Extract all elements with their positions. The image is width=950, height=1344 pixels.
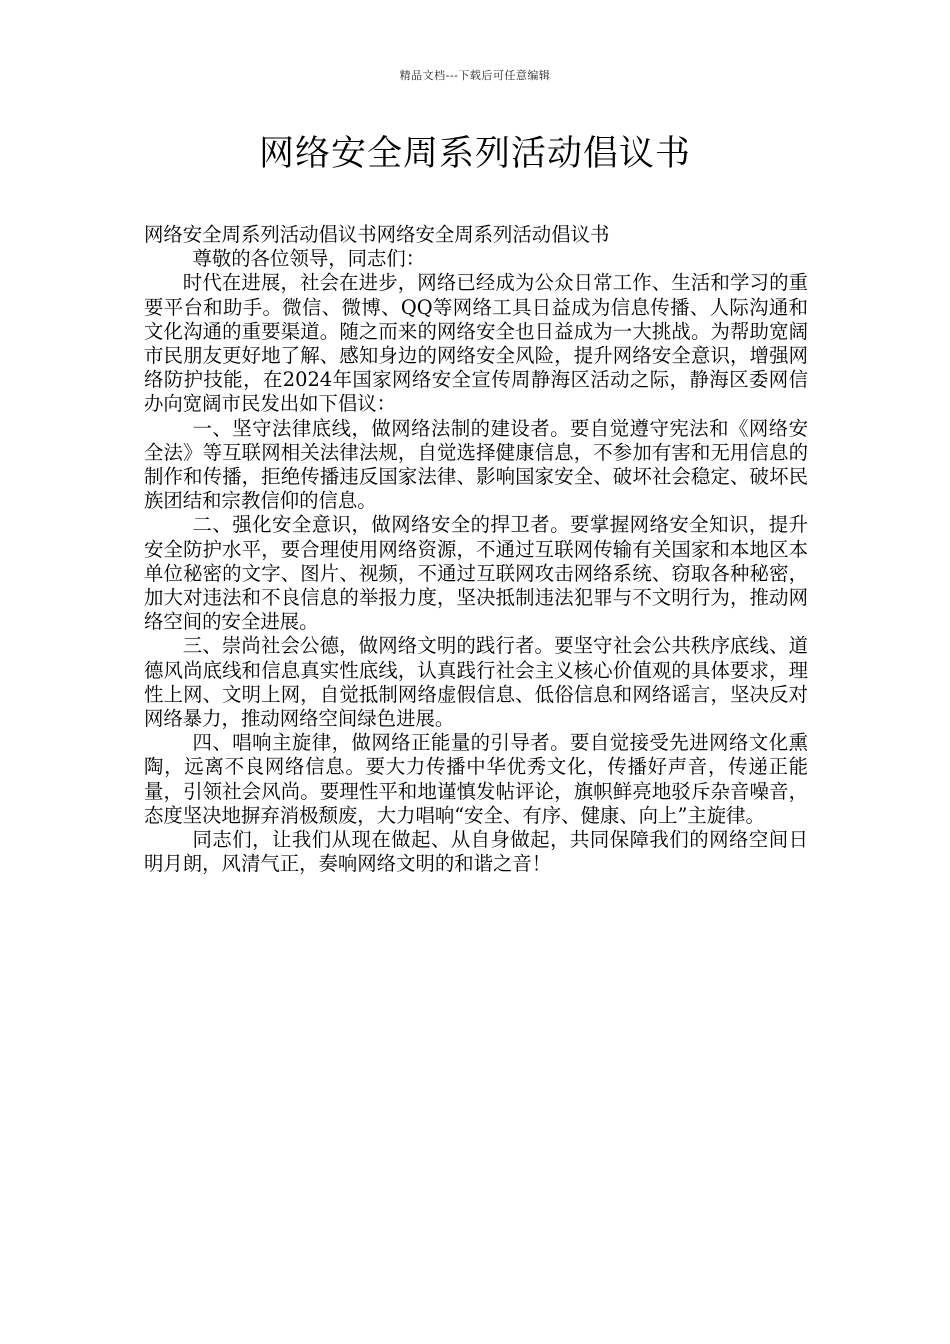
closing-paragraph: 同志们，让我们从现在做起、从自身做起，共同保障我们的网络空间日明月朗，风清气正，奏响网络文明的和谐之音！ [144,828,808,876]
header-note: 精品文档---下载后可任意编辑 [399,69,551,82]
intro-paragraph: 时代在进展，社会在进步，网络已经成为公众日常工作、生活和学习的重要平台和助手。微信、微博、QQ等网络工具日益成为信息传播、人际沟通和文化沟通的重要渠道。随之而来的网络安全也日益成为一大挑战。为帮助宽阔市民朋友更好地了解、感知身边的网络安全风险，提升网络安全意识，增强网络防护技能，在2024年国家网络安全宣传周静海区活动之际，静海区委网信办向宽阔市民发出如下倡议： [144,271,808,416]
proposal-2-paragraph: 二、强化安全意识，做网络安全的捍卫者。要掌握网络安全知识，提升安全防护水平，要合理使用网络资源，不通过互联网传输有关国家和本地区本单位秘密的文字、图片、视频，不通过互联网攻击网络系统、窃取各种秘密，加大对违法和不良信息的举报力度，坚决抵制违法犯罪与不文明行为，推动网络空间的安全进展。 [144,513,808,634]
proposal-4-paragraph: 四、唱响主旋律，做网络正能量的引导者。要自觉接受先进网络文化熏陶，远离不良网络信息。要大力传播中华优秀文化，传播好声音，传递正能量，引领社会风尚。要理性平和地谨慎发帖评论，旗帜鲜亮地驳斥杂音噪音，态度坚决地摒弃消极颓废，大力唱响“安全、有序、健康、向上”主旋律。 [144,731,808,827]
document-body [144,223,808,876]
proposal-1-paragraph: 一、坚守法律底线，做网络法制的建设者。要自觉遵守宪法和《网络安全法》等互联网相关法律法规，自觉选择健康信息，不参加有害和无用信息的制作和传播，拒绝传播违反国家法律、影响国家安全、破坏社会稳定、破坏民族团结和宗教信仰的信息。 [144,416,808,513]
subtitle-paragraph: 网络安全周系列活动倡议书网络安全周系列活动倡议书 [144,223,610,246]
document-title: 网络安全周系列活动倡议书 [258,134,691,174]
salutation-paragraph: 尊敬的各位领导，同志们： [192,247,426,271]
proposal-3-paragraph: 三、崇尚社会公德，做网络文明的践行者。要坚守社会公共秩序底线、道德风尚底线和信息真实性底线，认真践行社会主义核心价值观的具体要求，理性上网、文明上网，自觉抵制网络虚假信息、低俗信息和网络谣言，坚决反对网络暴力，推动网络空间绿色进展。 [144,634,808,731]
